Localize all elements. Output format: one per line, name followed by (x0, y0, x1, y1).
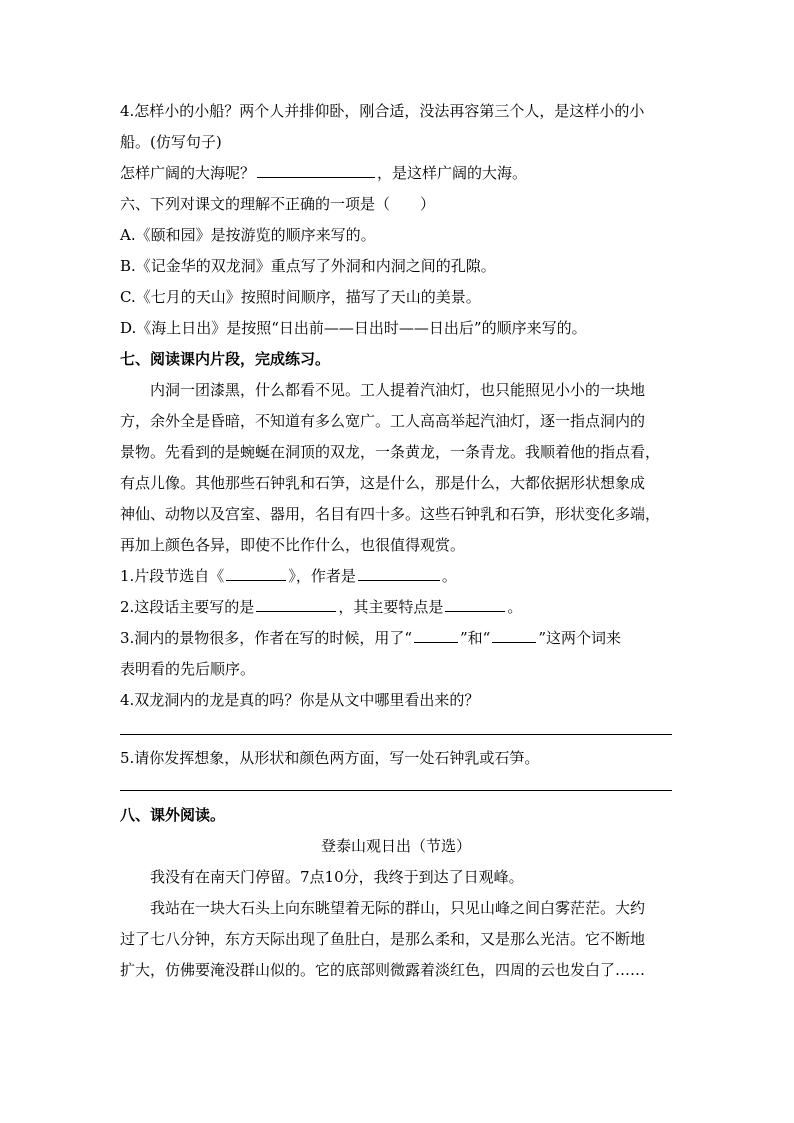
q4-answer-space (120, 716, 672, 734)
section7-q5: 5.请你发挥想象，从形状和颜色两方面，写一处石钟乳或石笋。 (120, 749, 540, 767)
q1-text-a: 1.片段节选自《 (120, 567, 225, 585)
section6-option-d: D.《海上日出》是按照“日出前——日出时——日出后”的顺序来写的。 (120, 319, 587, 337)
section7-q3 (120, 623, 672, 654)
q4-suffix: ，是这样广阔的大海。 (377, 164, 528, 182)
section7-heading: 七、阅读课内片段，完成练习。 (120, 350, 331, 368)
q5-answer-line[interactable] (120, 790, 672, 791)
q1-text-c: 。 (441, 567, 457, 585)
q2-feature-blank[interactable] (445, 597, 505, 612)
section7-q4: 4.双龙洞内的龙是真的吗？你是从文中哪里看出来的？ (120, 691, 480, 709)
section8-title: 登泰山观日出（节选） (320, 837, 471, 855)
section8-heading: 八、课外阅读。 (120, 806, 226, 824)
q5-answer-space (120, 774, 672, 790)
q2-text-b: ，其主要特点是 (338, 598, 444, 616)
q3-word2-blank[interactable] (492, 628, 536, 643)
section7-q1 (120, 561, 672, 592)
section6-option-a: A.《颐和园》是按游览的顺序来写的。 (120, 226, 376, 244)
section7-passage-line: 神仙、动物以及宫室、器用，名目有四十多。这些石钟乳和石笋，形状变化多端， (120, 505, 661, 523)
q3-text-a: 3.洞内的景物很多，作者在写的时候，用了“ (120, 629, 412, 647)
section8-paragraph: 我站在一块大石头上向东眺望着无际的群山，只见山峰之间白雾茫茫。大约 (150, 899, 646, 917)
worksheet-page (120, 96, 672, 986)
section6-option-c: C.《七月的天山》按照时间顺序，描写了天山的美景。 (120, 288, 481, 306)
q1-source-blank[interactable] (226, 566, 286, 581)
q4-prefix: 怎样广阔的大海呢？ (120, 164, 256, 182)
q2-text-c: 。 (507, 598, 523, 616)
section7-passage-line: 再加上颜色各异，即使不比作什么，也很值得观赏。 (120, 536, 466, 554)
section7-passage-line: 方，余外全是昏暗，不知道有多么宽广。工人高高举起汽油灯，逐一指点洞内的 (120, 412, 646, 430)
section8-paragraph-line: 过了七八分钟，东方天际出现了鱼肚白，是那么柔和，又是那么光洁。它不断地 (120, 930, 646, 948)
section8-paragraph-line: 扩大，仿佛要淹没群山似的。它的底部则微露着淡红色，四周的云也发白了…… (120, 961, 646, 979)
q3-text-c: ”这两个词来 (538, 629, 621, 647)
section7-passage-line: 有点儿像。其他那些石钟乳和石笋，这是什么，那是什么，大都依据形状想象成 (120, 474, 646, 492)
q4-imitate-line3 (120, 158, 672, 189)
q4-answer-blank[interactable] (257, 163, 375, 178)
q3-word1-blank[interactable] (414, 628, 458, 643)
section6-option-b: B.《记金华的双龙洞》重点写了外洞和内洞之间的孔隙。 (120, 257, 496, 275)
q1-text-b: 》，作者是 (288, 567, 356, 585)
section7-passage-line: 景物。先看到的是蜿蜒在洞顶的双龙，一条黄龙，一条青龙。我顺着他的指点看， (120, 443, 661, 461)
section8-paragraph: 我没有在南天门停留。7点10分，我终于到达了日观峰。 (150, 868, 524, 886)
q2-topic-blank[interactable] (256, 597, 336, 612)
q1-author-blank[interactable] (358, 566, 440, 581)
section6-heading: 六、下列对课文的理解不正确的一项是（ ） (120, 195, 436, 213)
q2-text-a: 2.这段话主要写的是 (120, 598, 255, 616)
section7-passage-line: 内洞一团漆黑，什么都看不见。工人提着汽油灯，也只能照见小小的一块地 (150, 381, 646, 399)
section7-q3-line2: 表明看的先后顺序。 (120, 660, 256, 678)
q4-imitate-line2: 船。(仿写句子) (120, 133, 222, 151)
q3-text-b: ”和“ (459, 629, 491, 647)
q4-answer-line[interactable] (120, 734, 672, 735)
section7-q2 (120, 592, 672, 623)
q4-imitate-line1: 4.怎样小的小船？两个人并排仰卧，刚合适，没法再容第三个人，是这样小的小 (120, 102, 645, 120)
